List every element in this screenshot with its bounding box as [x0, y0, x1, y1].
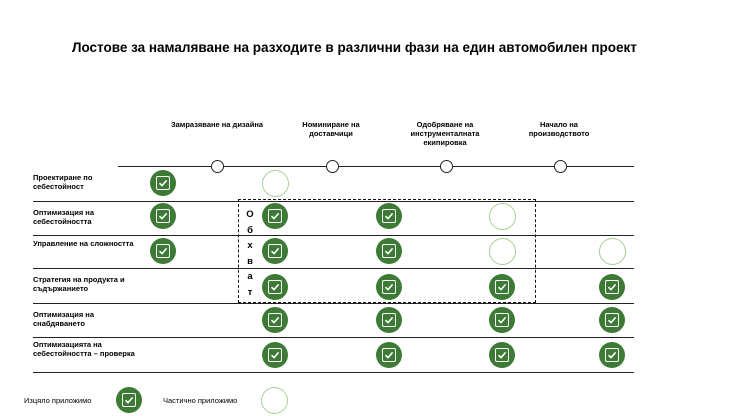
check-box-icon [605, 280, 619, 294]
row-label: Оптимизацията на себестойността – проверка [33, 340, 135, 358]
partial-applicable-icon [262, 170, 289, 197]
milestone-marker [326, 160, 339, 173]
full-applicable-icon [262, 307, 288, 333]
row-divider [33, 303, 634, 304]
scope-label-letter: в [247, 255, 253, 267]
full-applicable-icon [599, 274, 625, 300]
phase-label: Одобряване на инструменталната екипировка [410, 120, 480, 147]
row-divider [33, 372, 634, 373]
full-applicable-icon [150, 170, 176, 196]
phase-label: Номиниране на доставчици [302, 120, 360, 138]
check-box-icon [495, 313, 509, 327]
check-box-icon [156, 244, 170, 258]
row-label: Стратегия на продукта и съдържанието [33, 275, 125, 293]
legend-partial-icon [261, 387, 288, 414]
legend-full-label: Изцяло приложимо [24, 396, 92, 405]
page-title: Лостове за намаляване на разходите в различни фази на един автомобилен проект [72, 40, 637, 55]
row-label: Оптимизация на себестойността [33, 208, 94, 226]
full-applicable-icon [599, 307, 625, 333]
milestone-marker [440, 160, 453, 173]
full-applicable-icon [150, 238, 176, 264]
row-label: Оптимизация на снабдяването [33, 310, 94, 328]
check-box-icon [382, 348, 396, 362]
phase-label: Замразяване на дизайна [170, 120, 264, 129]
full-applicable-icon [489, 342, 515, 368]
check-box-icon [605, 348, 619, 362]
check-box-icon [268, 313, 282, 327]
row-label: Проектиране по себестойност [33, 173, 93, 191]
check-box-icon [495, 348, 509, 362]
check-box-icon [156, 176, 170, 190]
milestone-marker [211, 160, 224, 173]
full-applicable-icon [599, 342, 625, 368]
row-divider [33, 337, 634, 338]
partial-applicable-icon [599, 238, 626, 265]
full-applicable-icon [489, 307, 515, 333]
check-box-icon [382, 313, 396, 327]
check-box-icon [156, 209, 170, 223]
scope-label-letter: т [247, 286, 253, 298]
milestone-marker [554, 160, 567, 173]
scope-label-letter: а [247, 271, 253, 282]
scope-box [238, 199, 536, 303]
full-applicable-icon [376, 342, 402, 368]
scope-label-letter: б [247, 224, 253, 236]
full-applicable-icon [262, 342, 288, 368]
scope-label-letter: О [246, 209, 254, 220]
legend-partial-label: Частично приложимо [163, 396, 238, 405]
legend-full-icon [116, 387, 142, 413]
check-box-icon [268, 348, 282, 362]
phase-label: Начало на производството [528, 120, 590, 138]
full-applicable-icon [376, 307, 402, 333]
scope-label [243, 207, 257, 300]
scope-label-letter: х [247, 240, 253, 251]
row-label: Управление на сложността [33, 239, 134, 248]
full-applicable-icon [150, 203, 176, 229]
check-box-icon [605, 313, 619, 327]
